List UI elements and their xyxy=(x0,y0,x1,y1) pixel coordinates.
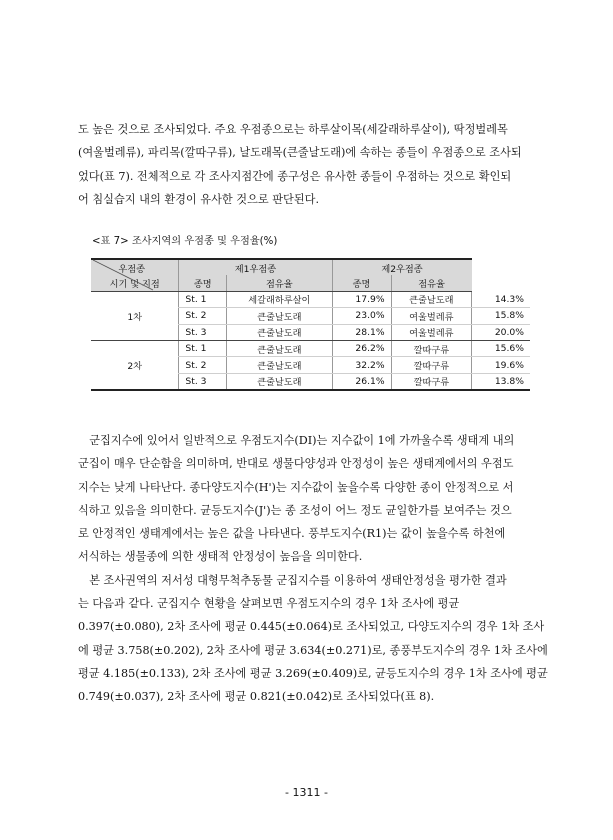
header-group-1: 제1우점종 xyxy=(179,259,332,275)
species-cell: 깔따구류 xyxy=(391,357,471,373)
col-species-1: 종명 xyxy=(179,275,227,291)
table-caption: <표 7> 조사지역의 우점종 및 우점율(%) xyxy=(92,236,278,247)
col-share-2: 점유율 xyxy=(391,275,471,291)
species-cell: 깔따구류 xyxy=(391,373,471,390)
text-line: 평균 4.185(±0.133), 2차 조사에 평균 3.269(±0.409)로, 균등도지수의 경우 1차 조사에 평균 xyxy=(78,666,548,680)
species-cell: 큰줄날도래 xyxy=(227,324,332,340)
species-cell: 큰줄날도래 xyxy=(227,308,332,324)
site-cell: St. 1 xyxy=(179,291,227,307)
species-cell: 큰줄날도래 xyxy=(391,291,471,307)
share-cell: 32.2% xyxy=(332,357,391,373)
text-line: 본 조사권역의 저서성 대형무척추동물 군집지수를 이용하여 생태안정성을 평가한 결과 xyxy=(78,573,507,587)
text-line: 0.397(±0.080), 2차 조사에 평균 0.445(±0.064)로 조사되었고, 다양도지수의 경우 1차 조사 xyxy=(78,620,545,634)
share-cell: 20.0% xyxy=(472,324,530,340)
site-cell: St. 2 xyxy=(179,308,227,324)
period-label: 2차 xyxy=(91,340,179,390)
text-line: 0.749(±0.037), 2차 조사에 평균 0.821(±0.042)로 조사되었다(표 8). xyxy=(78,690,435,704)
text-line: 서식하는 생물종에 의한 생태적 안정성이 높음을 의미한다. xyxy=(78,550,363,564)
text-line: 지수는 낮게 나타난다. 종다양도지수(H')는 지수값이 높을수록 다양한 종이 안정적으로 서 xyxy=(78,480,514,494)
share-cell: 28.1% xyxy=(332,324,391,340)
text-line: 에 평균 3.758(±0.202), 2차 조사에 평균 3.634(±0.271)로, 종풍부도지수의 경우 1차 조사에 xyxy=(78,643,548,657)
header-group-2: 제2우점종 xyxy=(332,259,472,275)
share-cell: 19.6% xyxy=(472,357,530,373)
site-cell: St. 3 xyxy=(179,373,227,390)
header-bottom-left: 시기 및 지점 xyxy=(91,275,179,291)
text-line: 식하고 있음을 의미한다. 균등도지수(J')는 종 조성이 어느 정도 균일한가를 보여주는 것으 xyxy=(78,503,512,517)
share-cell: 17.9% xyxy=(332,291,391,307)
text-line: 로 안정적인 생태계에서는 높은 값을 나타낸다. 풍부도지수(R1)는 값이 높을수록 하천에 xyxy=(78,527,506,541)
share-cell: 26.2% xyxy=(332,340,391,356)
header-top-left: 우점종 xyxy=(91,259,179,275)
share-cell: 15.6% xyxy=(472,340,530,356)
text-line: 어 침실습지 내의 환경이 유사한 것으로 판단된다. xyxy=(78,192,320,206)
species-cell: 깔따구류 xyxy=(391,340,471,356)
col-share-1: 점유율 xyxy=(227,275,332,291)
page-number: - 1311 - xyxy=(285,786,328,799)
share-cell: 26.1% xyxy=(332,373,391,390)
species-cell: 여울벌레류 xyxy=(391,308,471,324)
table-row xyxy=(91,291,530,307)
species-cell: 큰줄날도래 xyxy=(227,357,332,373)
text-line: 는 다음과 같다. 군집지수 현황을 살펴보면 우점도지수의 경우 1차 조사에 평균 xyxy=(78,597,460,611)
text-line: 군집지수에 있어서 일반적으로 우점도지수(DI)는 지수값이 1에 가까울수록 생태계 내의 xyxy=(78,434,515,447)
share-cell: 15.8% xyxy=(472,308,530,324)
paragraph-top xyxy=(78,118,536,211)
text-line: 었다(표 7). 전체적으로 각 조사지점간에 종구성은 유사한 종들이 우점하는 것으로 확인되 xyxy=(78,169,512,183)
paragraph-bottom xyxy=(78,429,548,709)
species-cell: 큰줄날도래 xyxy=(227,340,332,356)
period-label: 1차 xyxy=(91,291,179,340)
col-species-2: 종명 xyxy=(332,275,391,291)
species-cell: 여울벌레류 xyxy=(391,324,471,340)
site-cell: St. 3 xyxy=(179,324,227,340)
text-line: 도 높은 것으로 조사되었다. 주요 우점종으로는 하루살이목(세갈래하루살이), 딱정벌레목 xyxy=(78,123,508,136)
species-cell: 세갈래하루살이 xyxy=(227,291,332,307)
share-cell: 14.3% xyxy=(472,291,530,307)
table-row xyxy=(91,340,530,356)
share-cell: 13.8% xyxy=(472,373,530,390)
header-diagonal-line xyxy=(91,259,161,291)
text-line: 군집이 매우 단순함을 의미하며, 반대로 생물다양성과 안정성이 높은 생태계에서의 우점도 xyxy=(78,457,514,471)
text-line: (여울벌레류), 파리목(깔따구류), 날도래목(큰줄날도래)에 속하는 종들이 우점종으로 조사되 xyxy=(78,146,522,160)
site-cell: St. 2 xyxy=(179,357,227,373)
share-cell: 23.0% xyxy=(332,308,391,324)
site-cell: St. 1 xyxy=(179,340,227,356)
species-cell: 큰줄날도래 xyxy=(227,373,332,390)
